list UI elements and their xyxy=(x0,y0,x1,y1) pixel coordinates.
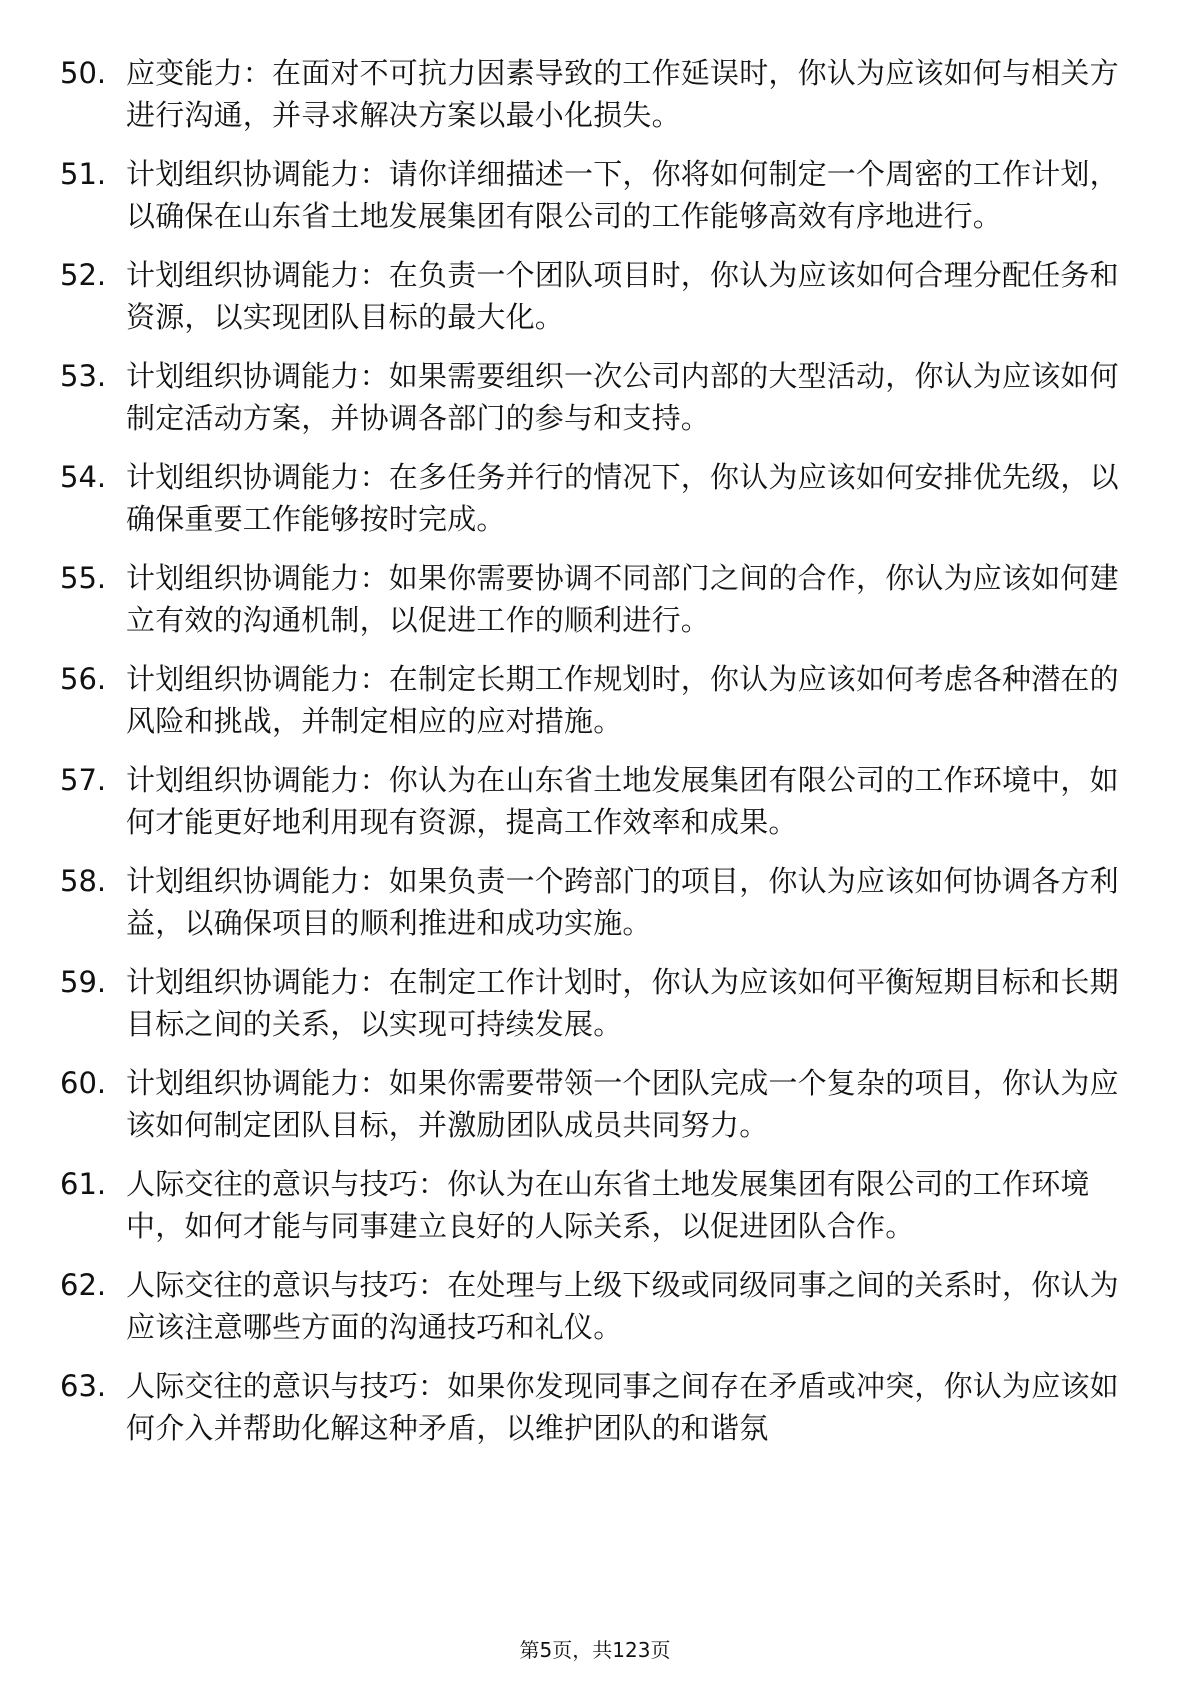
item-text: 人际交往的意识与技巧：如果你发现同事之间存在矛盾或冲突，你认为应该如何介入并帮助化解这种矛盾，以维护团队的和谐氛 xyxy=(126,1369,1119,1445)
item-number: 63. xyxy=(60,1369,107,1403)
item-number: 58. xyxy=(60,864,107,898)
question-list xyxy=(60,52,1120,1466)
item-number: 62. xyxy=(60,1268,107,1302)
list-item xyxy=(60,456,1120,540)
item-text: 计划组织协调能力：在负责一个团队项目时，你认为应该如何合理分配任务和资源，以实现团队目标的最大化。 xyxy=(126,258,1119,334)
list-item xyxy=(60,860,1120,944)
list-item xyxy=(60,355,1120,439)
item-number: 52. xyxy=(60,258,107,292)
list-item xyxy=(60,961,1120,1045)
item-text: 计划组织协调能力：在制定长期工作规划时，你认为应该如何考虑各种潜在的风险和挑战，并制定相应的应对措施。 xyxy=(126,662,1119,738)
list-item xyxy=(60,557,1120,641)
item-text: 人际交往的意识与技巧：你认为在山东省土地发展集团有限公司的工作环境中，如何才能与同事建立良好的人际关系，以促进团队合作。 xyxy=(126,1167,1090,1243)
item-number: 61. xyxy=(60,1167,107,1201)
item-text: 应变能力：在面对不可抗力因素导致的工作延误时，你认为应该如何与相关方进行沟通，并寻求解决方案以最小化损失。 xyxy=(126,56,1119,132)
list-item xyxy=(60,1062,1120,1146)
list-item xyxy=(60,1163,1120,1247)
item-text: 计划组织协调能力：在多任务并行的情况下，你认为应该如何安排优先级，以确保重要工作能够按时完成。 xyxy=(126,460,1119,536)
item-text: 计划组织协调能力：如果需要组织一次公司内部的大型活动，你认为应该如何制定活动方案，并协调各部门的参与和支持。 xyxy=(126,359,1119,435)
list-item xyxy=(60,254,1120,338)
item-number: 54. xyxy=(60,460,107,494)
list-item xyxy=(60,153,1120,237)
list-item xyxy=(60,658,1120,742)
item-text: 计划组织协调能力：如果你需要协调不同部门之间的合作，你认为应该如何建立有效的沟通机制，以促进工作的顺利进行。 xyxy=(126,561,1119,637)
item-number: 55. xyxy=(60,561,107,595)
item-text: 计划组织协调能力：请你详细描述一下，你将如何制定一个周密的工作计划，以确保在山东省土地发展集团有限公司的工作能够高效有序地进行。 xyxy=(126,157,1119,233)
item-number: 51. xyxy=(60,157,107,191)
item-text: 计划组织协调能力：如果负责一个跨部门的项目，你认为应该如何协调各方利益，以确保项目的顺利推进和成功实施。 xyxy=(126,864,1119,940)
item-text: 计划组织协调能力：在制定工作计划时，你认为应该如何平衡短期目标和长期目标之间的关系，以实现可持续发展。 xyxy=(126,965,1119,1041)
item-number: 60. xyxy=(60,1066,107,1100)
list-item xyxy=(60,759,1120,843)
item-number: 57. xyxy=(60,763,107,797)
list-item xyxy=(60,1264,1120,1348)
item-number: 50. xyxy=(60,56,107,90)
item-text: 计划组织协调能力：你认为在山东省土地发展集团有限公司的工作环境中，如何才能更好地利用现有资源，提高工作效率和成果。 xyxy=(126,763,1119,839)
item-number: 59. xyxy=(60,965,107,999)
item-text: 计划组织协调能力：如果你需要带领一个团队完成一个复杂的项目，你认为应该如何制定团队目标，并激励团队成员共同努力。 xyxy=(126,1066,1119,1142)
item-number: 56. xyxy=(60,662,107,696)
item-text: 人际交往的意识与技巧：在处理与上级下级或同级同事之间的关系时，你认为应该注意哪些方面的沟通技巧和礼仪。 xyxy=(126,1268,1119,1344)
list-item xyxy=(60,1365,1120,1449)
item-number: 53. xyxy=(60,359,107,393)
list-item xyxy=(60,52,1120,136)
page-number-footer: 第5页，共123页 xyxy=(519,1638,671,1662)
